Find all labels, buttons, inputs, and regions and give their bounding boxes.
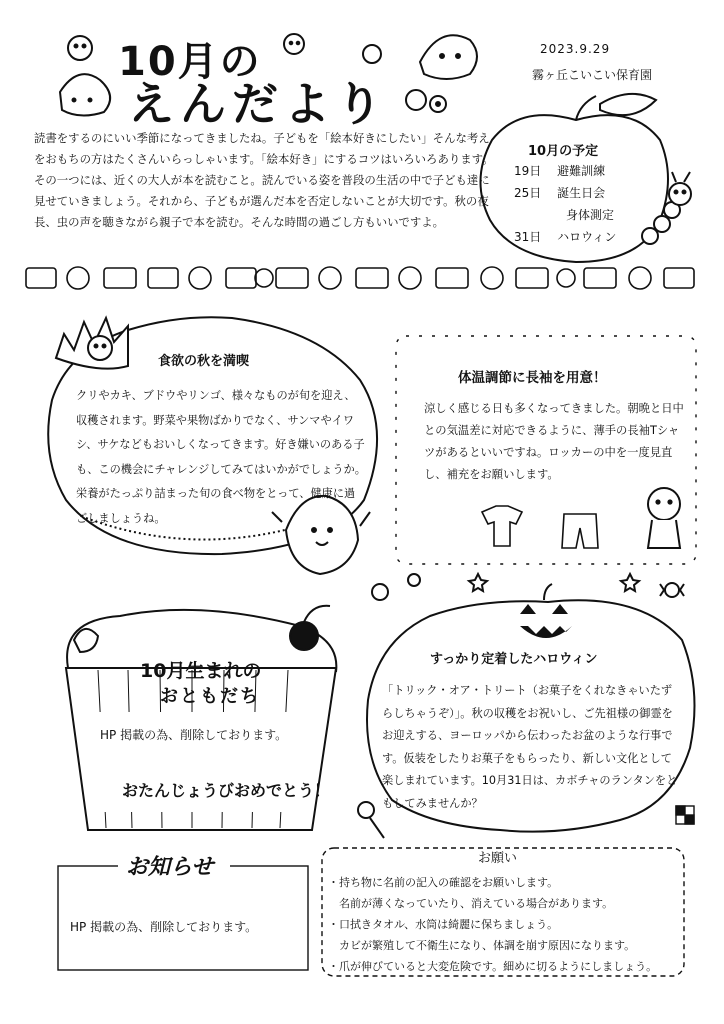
page-title-line2: えんだより	[128, 77, 388, 131]
flower-icon	[372, 574, 420, 600]
lollipop-icon	[358, 802, 384, 838]
icon-divider-row	[26, 267, 694, 289]
issue-date: 2023.9.29	[540, 42, 611, 56]
list-item: カビが繁殖して不衛生になり、体調を崩す原因になります。	[328, 939, 636, 952]
schedule-event: 誕生日会	[557, 186, 606, 200]
schedule-row	[514, 228, 616, 245]
chestnut-face-icon	[420, 35, 477, 79]
child-icon	[648, 488, 680, 548]
schedule-day: 25日	[514, 186, 542, 200]
request-title: お願い	[478, 851, 518, 866]
list-item: ・持ち物に名前の記入の確認をお願いします。	[328, 876, 559, 889]
hedgehog-icon	[56, 318, 128, 369]
temperature-title: 体温調節に長袖を用意！	[458, 370, 607, 386]
autumn-food-text: クリやカキ、ブドウやリンゴ、様々なものが旬を迎え、収穫されます。野菜や果物ばかりでなく、サンマやイワシ、サケなどもおいしくなってきます。好き嫌いのある子も、この機会にチャレンジしてみてはいかがでしょうか。栄養がたっぷり詰まった旬の食べ物をとって、健康に過ごしましょうね。	[76, 389, 366, 525]
schedule-event: 避難訓練	[557, 164, 606, 178]
halloween-text: 「トリック・オア・トリート（お菓子をくれなきゃいたずらしちゃうぞ）」。秋の収穫をお祝いし、ご先祖様の御霊をお迎えする、ヨーロッパから伝わったお盆のような行事です。仮装をしたりお菓子をもらったり、新しい文化として楽しまれています。10月31日は、カボチャのランタンをともしてみませんか？	[382, 684, 678, 810]
birthday-note: HP 掲載の為、削除しております。	[100, 728, 288, 742]
list-item: 名前が薄くなっていたり、消えている場合があります。	[328, 897, 614, 910]
schedule-title: 10月の予定	[528, 144, 599, 159]
chestnut-icon	[60, 74, 110, 115]
intro-paragraph: 読書をするのにいい季節になってきましたね。子どもを「絵本好きにしたい」そんな考えをおもちの方はたくさんいらっしゃいます。「絵本好き」にするコツはいろいろあります。その一つには、近くの大人が本を読むこと。読んでいる姿を普段の生活の中で子ども達に見せていきましょう。それから、子どもが選んだ本を否定しないことが大切です。秋の夜長、虫の声を聴きながら親子で本を読む。そんな時間の過ごし方もいいですよ。	[34, 131, 494, 229]
schedule-row	[514, 162, 605, 179]
clothes-icons	[482, 506, 598, 548]
sparkle-icon	[363, 45, 381, 63]
birthday-title-line1: 10月生まれの	[140, 660, 262, 682]
birthday-wish: おたんじょうびおめでとう！	[122, 781, 331, 800]
schedule-row	[566, 206, 614, 223]
autumn-food-title: 食欲の秋を満喫	[158, 354, 250, 369]
schedule-day: 19日	[514, 164, 542, 178]
list-item: ・口拭きタオル、水筒は綺麗に保ちましょう。	[328, 918, 559, 931]
list-item: ・爪が伸びていると大変危険です。細めに切るようにしましょう。	[328, 960, 658, 973]
sparkle-icon	[284, 34, 304, 54]
schedule-row	[514, 184, 605, 201]
request-list	[328, 872, 696, 977]
schedule-event: 身体測定	[566, 208, 615, 222]
star-icon	[621, 574, 639, 591]
temperature-text: 涼しく感じる日も多くなってきました。朝晩と日中との気温差に対応できるように、薄手の長袖Tシャツがあるといいですね。ロッカーの中を一度見直し、補充をお願いします。	[424, 402, 684, 481]
sparkle-icon	[406, 90, 426, 110]
notice-title: お知らせ	[126, 855, 214, 880]
schedule-day: 31日	[514, 230, 542, 244]
sparkle-icon	[68, 36, 92, 60]
halloween-title: すっかり定着したハロウィン	[430, 652, 598, 667]
schedule-event: ハロウィン	[557, 230, 617, 244]
candy-icon	[660, 583, 684, 597]
school-name: 霧ヶ丘こいこい保育園	[532, 68, 653, 82]
birthday-title-line2: おともだち	[160, 686, 260, 707]
notice-note: HP 掲載の為、削除しております。	[70, 920, 258, 934]
page-title-line1: 10月の	[118, 39, 262, 85]
clover-icon	[430, 96, 446, 112]
star-icon	[469, 574, 487, 591]
